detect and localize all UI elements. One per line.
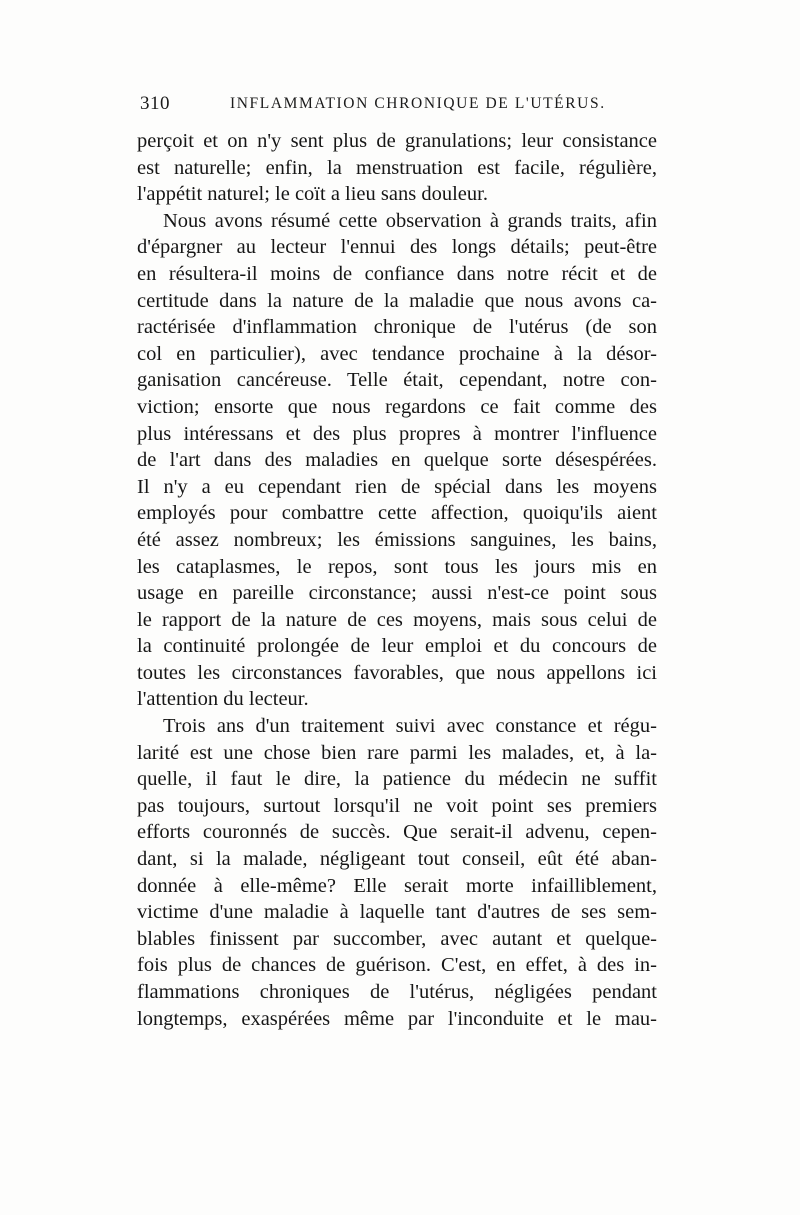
text-line: victime d'une maladie à laquelle tant d'autres de ses sem- — [137, 901, 657, 924]
text-line: Il n'y a eu cependant rien de spécial dans les moyens — [137, 475, 657, 498]
text-line: employés pour combattre cette affection, quoiqu'ils aient — [137, 502, 657, 525]
running-title: INFLAMMATION CHRONIQUE DE L'UTÉRUS. — [230, 95, 606, 112]
text-line: blables finissent par succomber, avec autant et quelque- — [137, 927, 657, 950]
text-line: Nous avons résumé cette observation à grands traits, afin — [163, 209, 657, 232]
text-line: en résultera-il moins de confiance dans notre récit et de — [137, 262, 657, 285]
text-line: été assez nombreux; les émissions sanguines, les bains, — [137, 528, 657, 551]
text-line: longtemps, exaspérées même par l'inconduite et le mau- — [137, 1007, 657, 1030]
text-line: ractérisée d'inflammation chronique de l'utérus (de son — [137, 316, 657, 339]
text-line: pas toujours, surtout lorsqu'il ne voit point ses premiers — [137, 794, 657, 817]
text-line: les cataplasmes, le repos, sont tous les jours mis en — [137, 555, 657, 578]
text-line: de l'art dans des maladies en quelque sorte désespérées. — [137, 449, 657, 472]
page-number: 310 — [140, 93, 170, 114]
text-line: quelle, il faut le dire, la patience du médecin ne suffit — [137, 768, 657, 791]
body-text — [137, 128, 657, 1032]
text-line: larité est une chose bien rare parmi les malades, et, à la- — [137, 741, 657, 764]
text-line: est naturelle; enfin, la menstruation est facile, régulière, — [137, 156, 657, 179]
text-line: la continuité prolongée de leur emploi et du concours de — [137, 635, 657, 658]
text-line: ganisation cancéreuse. Telle était, cependant, notre con- — [137, 369, 657, 392]
page-header — [140, 93, 660, 117]
text-line: viction; ensorte que nous regardons ce fait comme des — [137, 395, 657, 418]
text-line: toutes les circonstances favorables, que nous appellons ici — [137, 661, 657, 684]
text-line: le rapport de la nature de ces moyens, mais sous celui de — [137, 608, 657, 631]
text-line: l'attention du lecteur. — [137, 688, 309, 711]
text-line: flammations chroniques de l'utérus, négligées pendant — [137, 981, 657, 1003]
text-line: l'appétit naturel; le coït a lieu sans douleur. — [137, 183, 488, 206]
text-line: perçoit et on n'y sent plus de granulations; leur consistance — [137, 130, 657, 152]
text-line: col en particulier), avec tendance prochaine à la désor- — [137, 342, 657, 365]
text-line: fois plus de chances de guérison. C'est, en effet, à des in- — [137, 954, 657, 977]
text-line: dant, si la malade, négligeant tout conseil, eût été aban- — [137, 848, 657, 871]
text-line: donnée à elle-même? Elle serait morte infailliblement, — [137, 874, 657, 897]
text-line: usage en pareille circonstance; aussi n'est-ce point sous — [137, 582, 657, 605]
text-line: efforts couronnés de succès. Que serait-il advenu, cepen- — [137, 821, 657, 844]
text-line: d'épargner au lecteur l'ennui des longs détails; peut-être — [137, 236, 657, 259]
text-line: plus intéressans et des plus propres à montrer l'influence — [137, 422, 657, 445]
text-line: certitude dans la nature de la maladie que nous avons ca- — [137, 289, 657, 312]
text-line: Trois ans d'un traitement suivi avec constance et régu- — [163, 715, 657, 738]
